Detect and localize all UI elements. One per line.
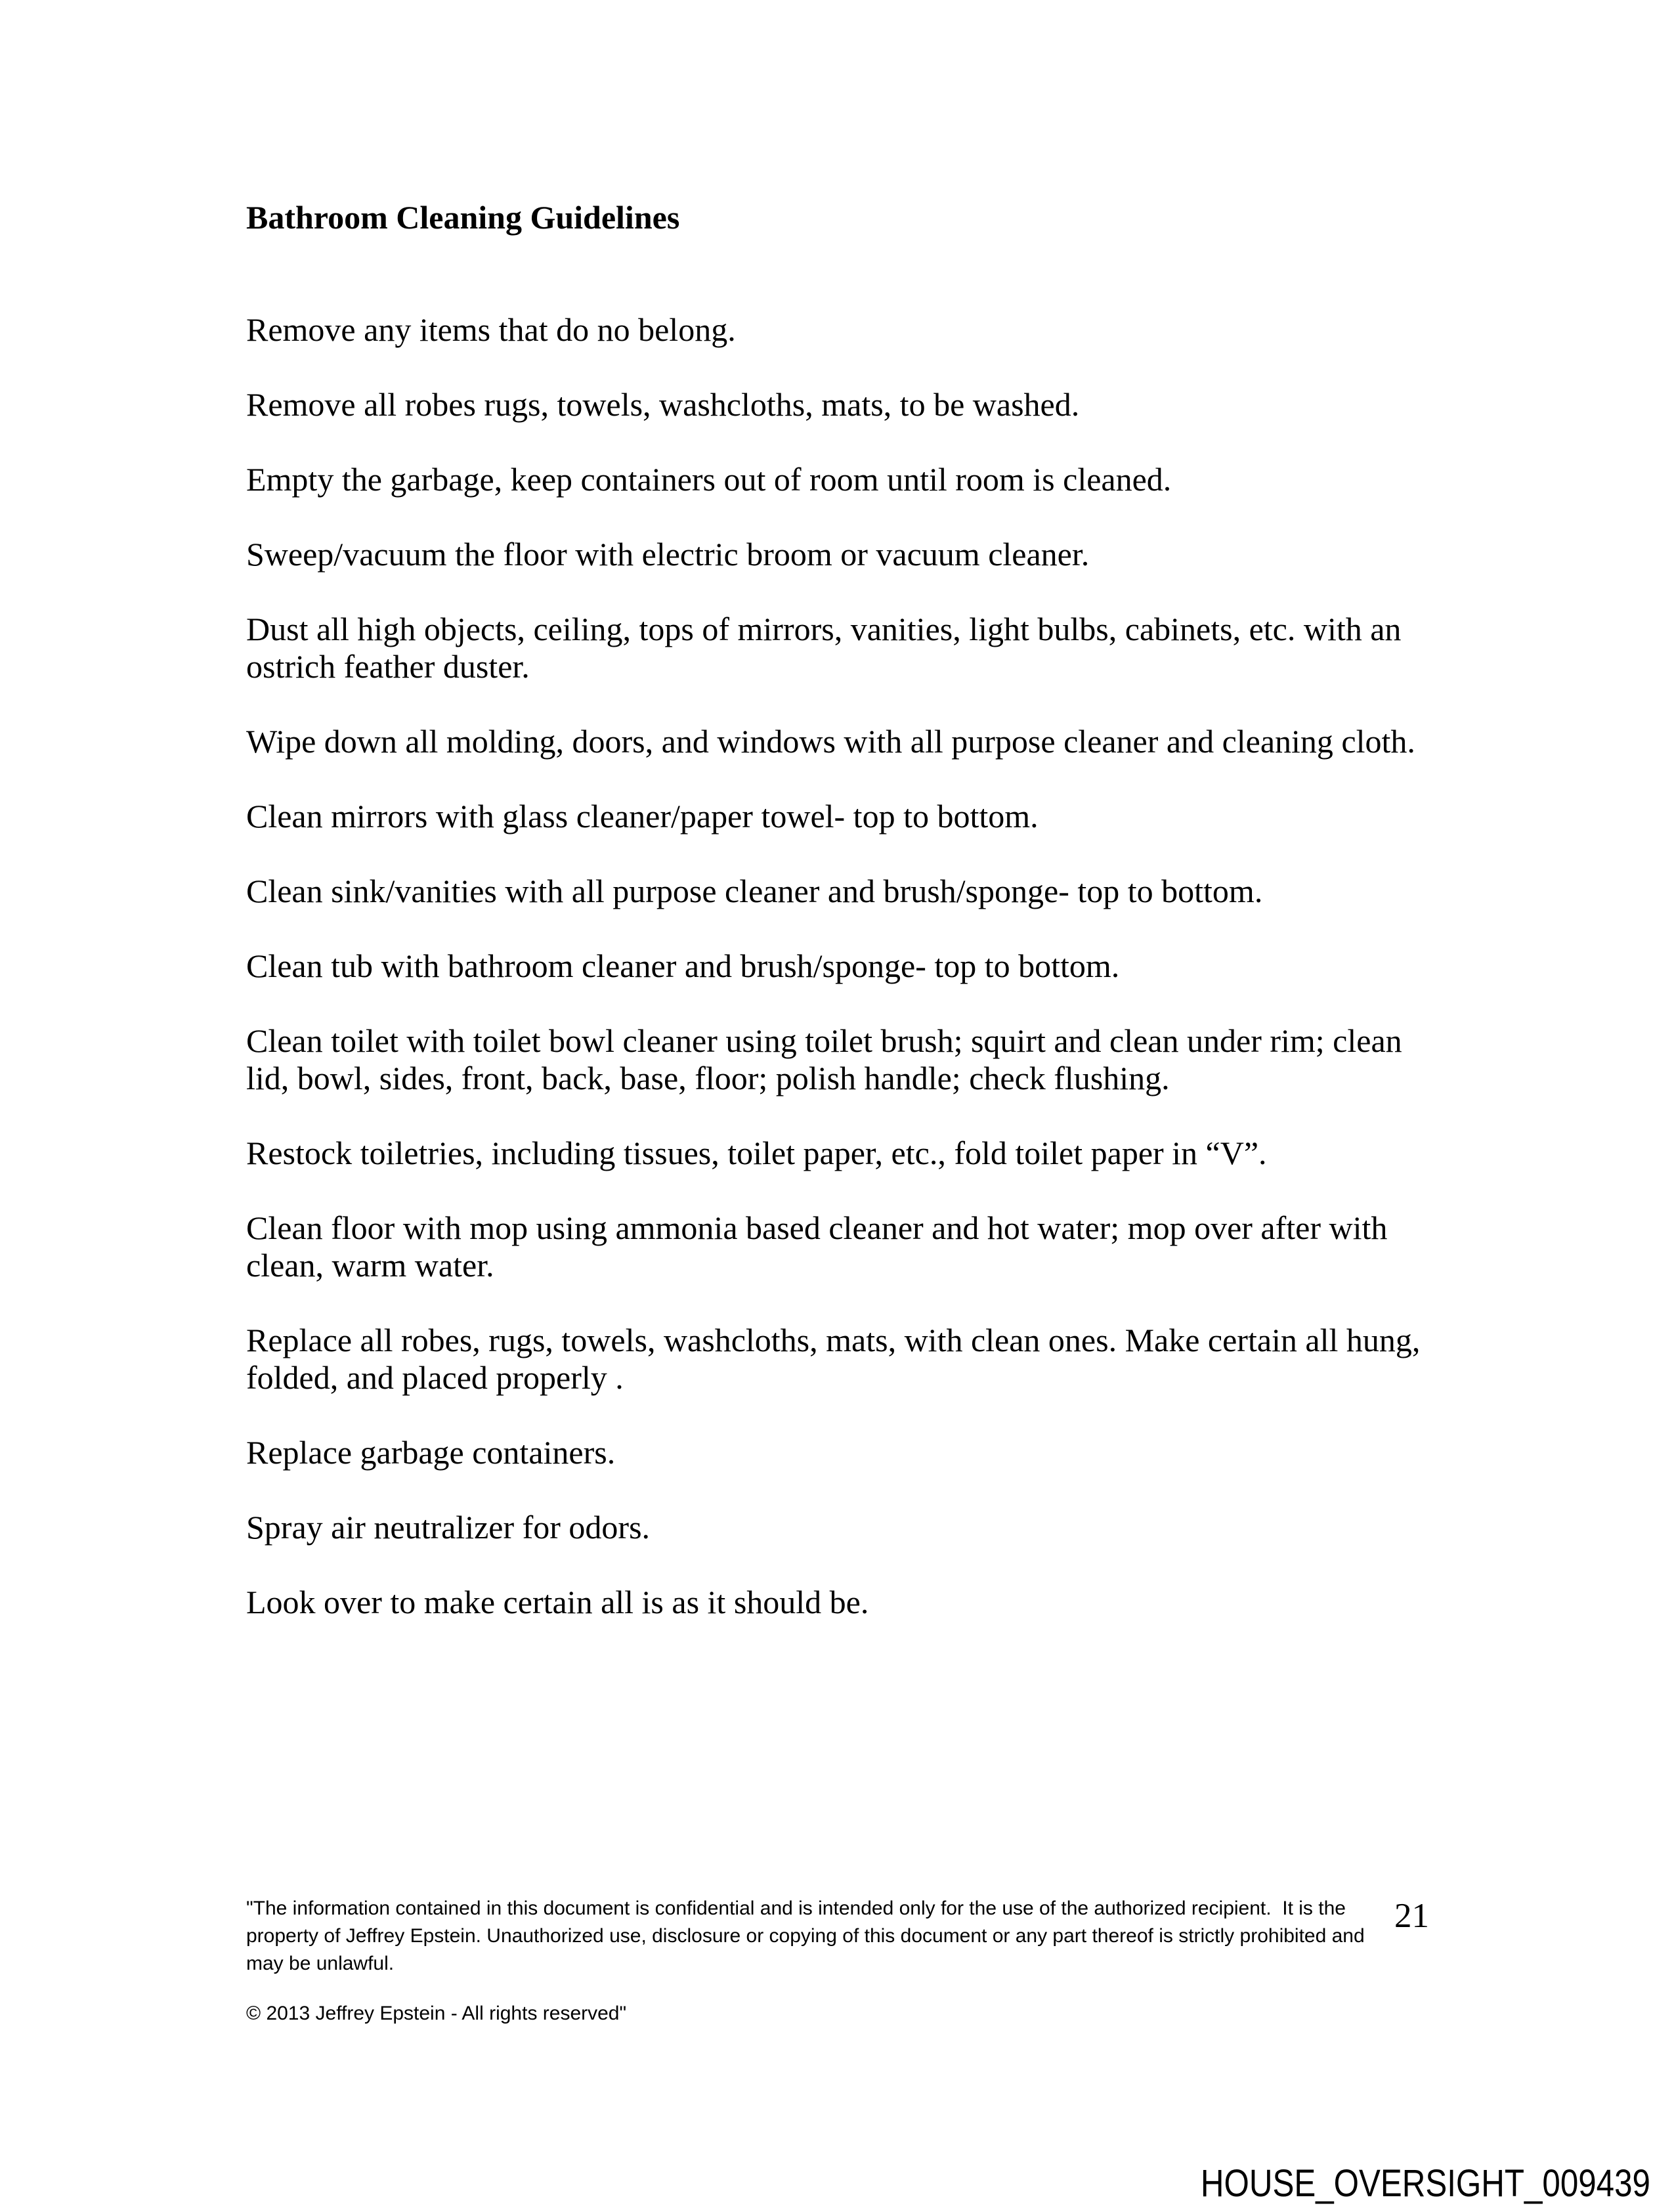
guideline-paragraph: Dust all high objects, ceiling, tops of mirrors, vanities, light bulbs, cabinets, etc. with an ostrich feather duster. bbox=[246, 611, 1402, 685]
guideline-paragraph: Look over to make certain all is as it should be. bbox=[246, 1584, 869, 1620]
guideline-paragraph: Clean mirrors with glass cleaner/paper towel- top to bottom. bbox=[246, 798, 1039, 835]
guideline-paragraph: Clean sink/vanities with all purpose cleaner and brush/sponge- top to bottom. bbox=[246, 873, 1263, 909]
disclaimer-line: may be unlawful. bbox=[246, 1953, 395, 1974]
disclaimer-line: property of Jeffrey Epstein. Unauthorized use, disclosure or copying of this document or any part thereof is strictly prohibited and bbox=[246, 1925, 1365, 1947]
confidentiality-footer bbox=[246, 1895, 1428, 2028]
page-number: 21 bbox=[1394, 1897, 1429, 1935]
guideline-paragraph: Wipe down all molding, doors, and windows with all purpose cleaner and cleaning cloth. bbox=[246, 723, 1415, 760]
guideline-paragraph: Remove all robes rugs, towels, washcloths, mats, to be washed. bbox=[246, 386, 1080, 423]
copyright-line: © 2013 Jeffrey Epstein - All rights reserved" bbox=[246, 2003, 627, 2024]
guideline-paragraph: Clean floor with mop using ammonia based cleaner and hot water; mop over after with clean, warm water. bbox=[246, 1209, 1388, 1284]
guideline-paragraph: Sweep/vacuum the floor with electric broom or vacuum cleaner. bbox=[246, 536, 1090, 573]
guideline-paragraph: Replace garbage containers. bbox=[246, 1434, 616, 1471]
guideline-paragraph: Clean toilet with toilet bowl cleaner using toilet brush; squirt and clean under rim; clean lid, bowl, sides, front, back, base, floor; polish handle; check flushing. bbox=[246, 1022, 1402, 1096]
guideline-paragraph: Spray air neutralizer for odors. bbox=[246, 1509, 651, 1546]
guideline-paragraph: Clean tub with bathroom cleaner and brush/sponge- top to bottom. bbox=[246, 947, 1120, 984]
guideline-paragraph: Remove any items that do no belong. bbox=[246, 311, 736, 348]
document-page bbox=[246, 199, 1428, 1659]
guideline-paragraph: Restock toiletries, including tissues, toilet paper, etc., fold toilet paper in “V”. bbox=[246, 1135, 1267, 1171]
disclaimer-line: "The information contained in this document is confidential and is intended only for the use of the authorized recipient. It is the bbox=[246, 1898, 1346, 1919]
guideline-paragraph: Replace all robes, rugs, towels, washcloths, mats, with clean ones. Make certain all hung, folded, and placed properly . bbox=[246, 1322, 1421, 1396]
document-title: Bathroom Cleaning Guidelines bbox=[246, 199, 680, 236]
bates-stamp: HOUSE_OVERSIGHT_009439 bbox=[1200, 2162, 1650, 2205]
guideline-paragraph: Empty the garbage, keep containers out of room until room is cleaned. bbox=[246, 461, 1172, 498]
